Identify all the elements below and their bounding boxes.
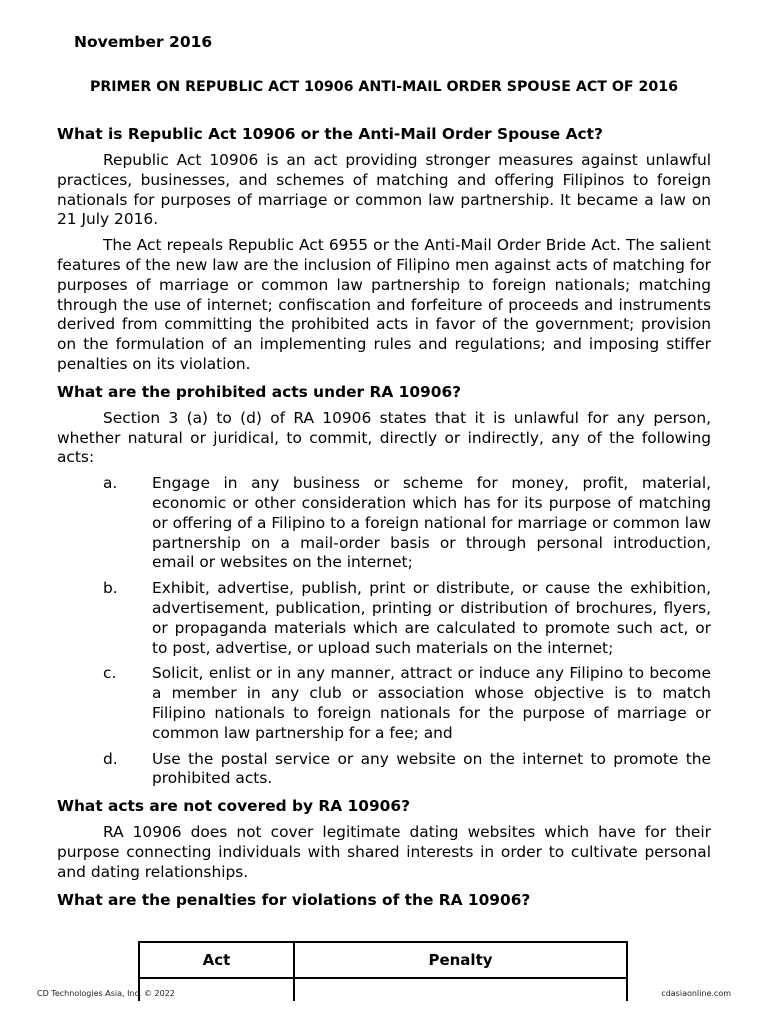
list-item (57, 750, 711, 790)
footer-copyright: CD Technologies Asia, Inc. © 2022 (37, 989, 175, 998)
list-item-text: Use the postal service or any website on the internet to promote the prohibited acts. (152, 749, 711, 788)
document-title: PRIMER ON REPUBLIC ACT 10906 ANTI-MAIL ORDER SPOUSE ACT OF 2016 (89, 79, 679, 95)
list-item (57, 664, 711, 743)
document-date: November 2016 (74, 33, 213, 51)
section-heading: What is Republic Act 10906 or the Anti-Mail Order Spouse Act? (57, 125, 603, 143)
section-heading: What acts are not covered by RA 10906? (57, 797, 411, 816)
prohibited-acts-list (57, 474, 711, 789)
paragraph: The Act repeals Republic Act 6955 or the Anti-Mail Order Bride Act. The salient features of the new law are the inclusion of Filipino men against acts of matching for purposes of marriage or common law partnership to foreign nationals; matching through the use of internet; confiscation and forfeiture of proceeds and instruments derived from committing the prohibited acts in favor of the government; provision on the formulation of an implementing rules and regulations; and imposing stiffer penalties on its violation. (57, 236, 711, 373)
paragraph: Republic Act 10906 is an act providing stronger measures against unlawful practices, businesses, and schemes of matching and offering Filipinos to foreign nationals for purposes of marriage or common law partnership. It became a law on 21 July 2016. (57, 151, 711, 229)
list-marker: b. (103, 579, 118, 598)
paragraph: RA 10906 does not cover legitimate dating websites which have for their purpose connecting individuals with shared interests in order to cultivate personal and dating relationships. (57, 823, 711, 881)
section-heading: What are the penalties for violations of the RA 10906? (57, 890, 531, 909)
table-header-row (139, 942, 627, 978)
list-item (57, 579, 711, 658)
section-heading: What are the prohibited acts under RA 10906? (57, 382, 462, 401)
penalty-table (138, 941, 628, 1001)
list-item-text: Exhibit, advertise, publish, print or distribute, or cause the exhibition, advertisement, publication, printing or distribution of brochures, flyers, or propaganda materials which are calculated to promote such act, or to post, advertise, or upload such materials on the internet; (152, 579, 711, 657)
list-marker: a. (103, 474, 118, 493)
list-marker: d. (103, 749, 118, 768)
document-body (57, 123, 711, 917)
table-cell (294, 978, 627, 1001)
footer-site: cdasiaonline.com (661, 989, 731, 998)
list-item-text: Solicit, enlist or in any manner, attract or induce any Filipino to become a member in any club or association whose objective is to match Filipino nationals to foreign nationals for the purpose of marriage or common law partnership for a fee; and (152, 664, 711, 742)
column-header-act: Act (139, 942, 294, 978)
list-item-text: Engage in any business or scheme for money, profit, material, economic or other consideration which has for its purpose of matching or offering of a Filipino to a foreign national for marriage or common law partnership on a mail-order basis or through personal introduction, email or websites on the internet; (152, 474, 711, 572)
paragraph: Section 3 (a) to (d) of RA 10906 states that it is unlawful for any person, whether natural or juridical, to commit, directly or indirectly, any of the following acts: (57, 408, 711, 467)
list-marker: c. (103, 664, 117, 683)
list-item (57, 474, 711, 573)
table-row (139, 978, 627, 1001)
column-header-penalty: Penalty (294, 942, 627, 978)
